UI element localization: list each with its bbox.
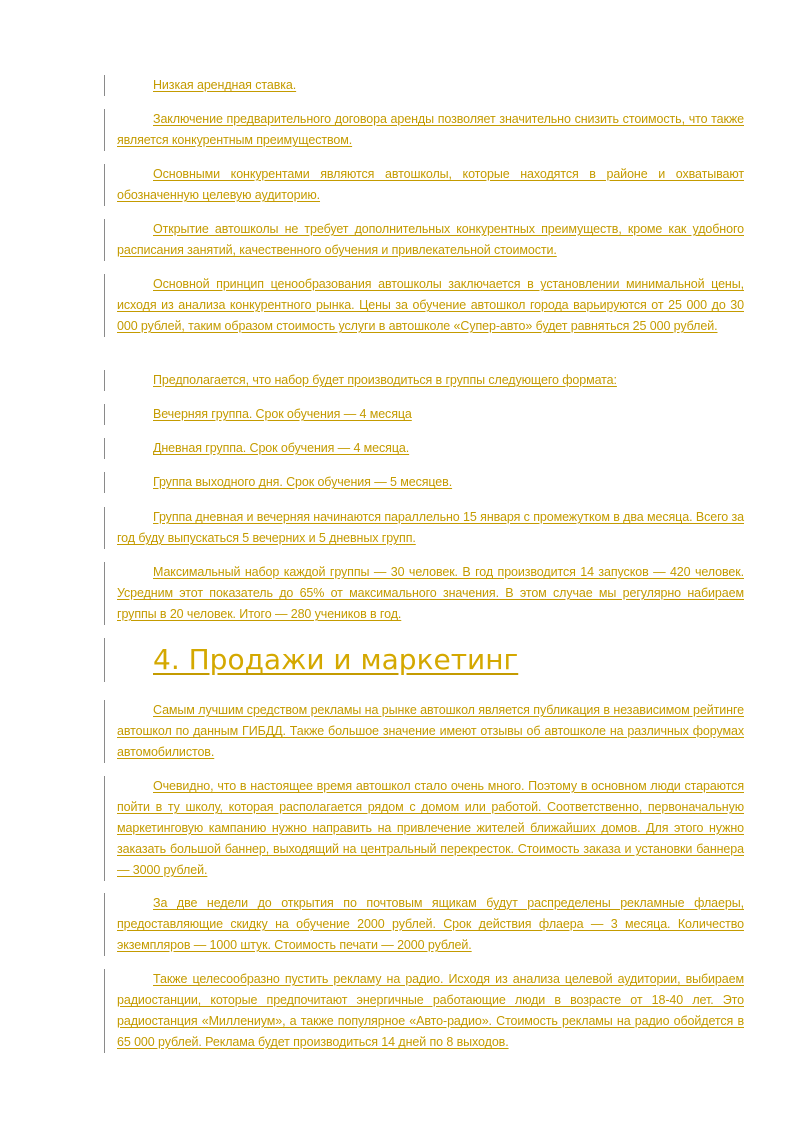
paragraph-text: Группа дневная и вечерняя начинаются параллельно 15 января с промежутком в два месяца. Всего за год буду выпускаться 5 вечерних и 5 дневных групп. [117,510,744,545]
paragraph [104,404,744,425]
paragraph [104,700,744,763]
paragraph-text: Заключение предварительного договора аренды позволяет значительно снизить стоимость, что также является конкурентным преимуществом. [117,112,744,147]
paragraph [104,893,744,956]
paragraph [104,109,744,151]
paragraph-text: Вечерняя группа. Срок обучения — 4 месяца [153,407,412,421]
paragraph [104,507,744,549]
paragraph-text: Основной принцип ценообразования автошколы заключается в установлении минимальной цены, исходя из анализа конкурентного рынка. Цены за обучение автошкол города варьируются от 25 000 до 30 000 рублей, таким образом стоимость услуги в автошколе «Супер-авто» будет равняться 25 000 рублей. [117,277,744,333]
paragraph [104,776,744,881]
paragraph [104,164,744,206]
paragraph [104,562,744,625]
paragraph-text: Предполагается, что набор будет производиться в группы следующего формата: [153,373,617,387]
paragraph-text: За две недели до открытия по почтовым ящикам будут распределены рекламные флаеры, предоставляющие скидку на обучение 2000 рублей. Срок действия флаера — 3 месяца. Количество экземпляров — 1000 штук. Стоимость печати — 2000 рублей. [117,896,744,952]
paragraph-text: Основными конкурентами являются автошколы, которые находятся в районе и охватывают обозначенную целевую аудиторию. [117,167,744,202]
paragraph-text: Группа выходного дня. Срок обучения — 5 месяцев. [153,475,453,489]
section-heading: 4. Продажи и маркетинг [153,643,519,676]
paragraph [104,219,744,261]
paragraph [104,969,744,1053]
paragraph-text: Дневная группа. Срок обучения — 4 месяца. [153,441,410,455]
paragraph-text: Низкая арендная ставка. [153,78,297,92]
paragraph [104,370,744,391]
paragraph-text: Также целесообразно пустить рекламу на радио. Исходя из анализа целевой аудитории, выбираем радиостанции, которые предпочитают энергичные работающие люди в возрасте от 18-40 лет. Это радиостанция «Миллениум», а также популярное «Авто-радио». Стоимость рекламы на радио обойдется в 65 000 рублей. Реклама будет производиться 14 дней по 8 выходов. [117,972,744,1049]
paragraph [104,438,744,459]
paragraph-text: Очевидно, что в настоящее время автошкол стало очень много. Поэтому в основном люди стараются пойти в ту школу, которая располагается рядом с домом или работой. Соответственно, первоначальную маркетинговую кампанию нужно направить на привлечение жителей ближайших домов. Для этого нужно заказать большой баннер, выходящий на центральный перекресток. Стоимость заказа и установки баннера — 3000 рублей. [117,779,744,877]
paragraph-text: Максимальный набор каждой группы — 30 человек. В год производится 14 запусков — 420 человек. Усредним этот показатель до 65% от максимального значения. В этом случае мы регулярно набираем группы в 20 человек. Итого — 280 учеников в год. [117,565,744,621]
paragraph [104,75,744,96]
paragraph [104,274,744,337]
paragraph [104,472,744,493]
paragraph-text: Открытие автошколы не требует дополнительных конкурентных преимуществ, кроме как удобного расписания занятий, качественного обучения и привлекательной стоимости. [117,222,744,257]
paragraph-text: Самым лучшим средством рекламы на рынке автошкол является публикация в независимом рейтинге автошкол по данным ГИБДД. Также большое значение имеют отзывы об автошколе на различных форумах автомобилистов. [117,703,744,759]
section-heading-block [104,638,744,682]
